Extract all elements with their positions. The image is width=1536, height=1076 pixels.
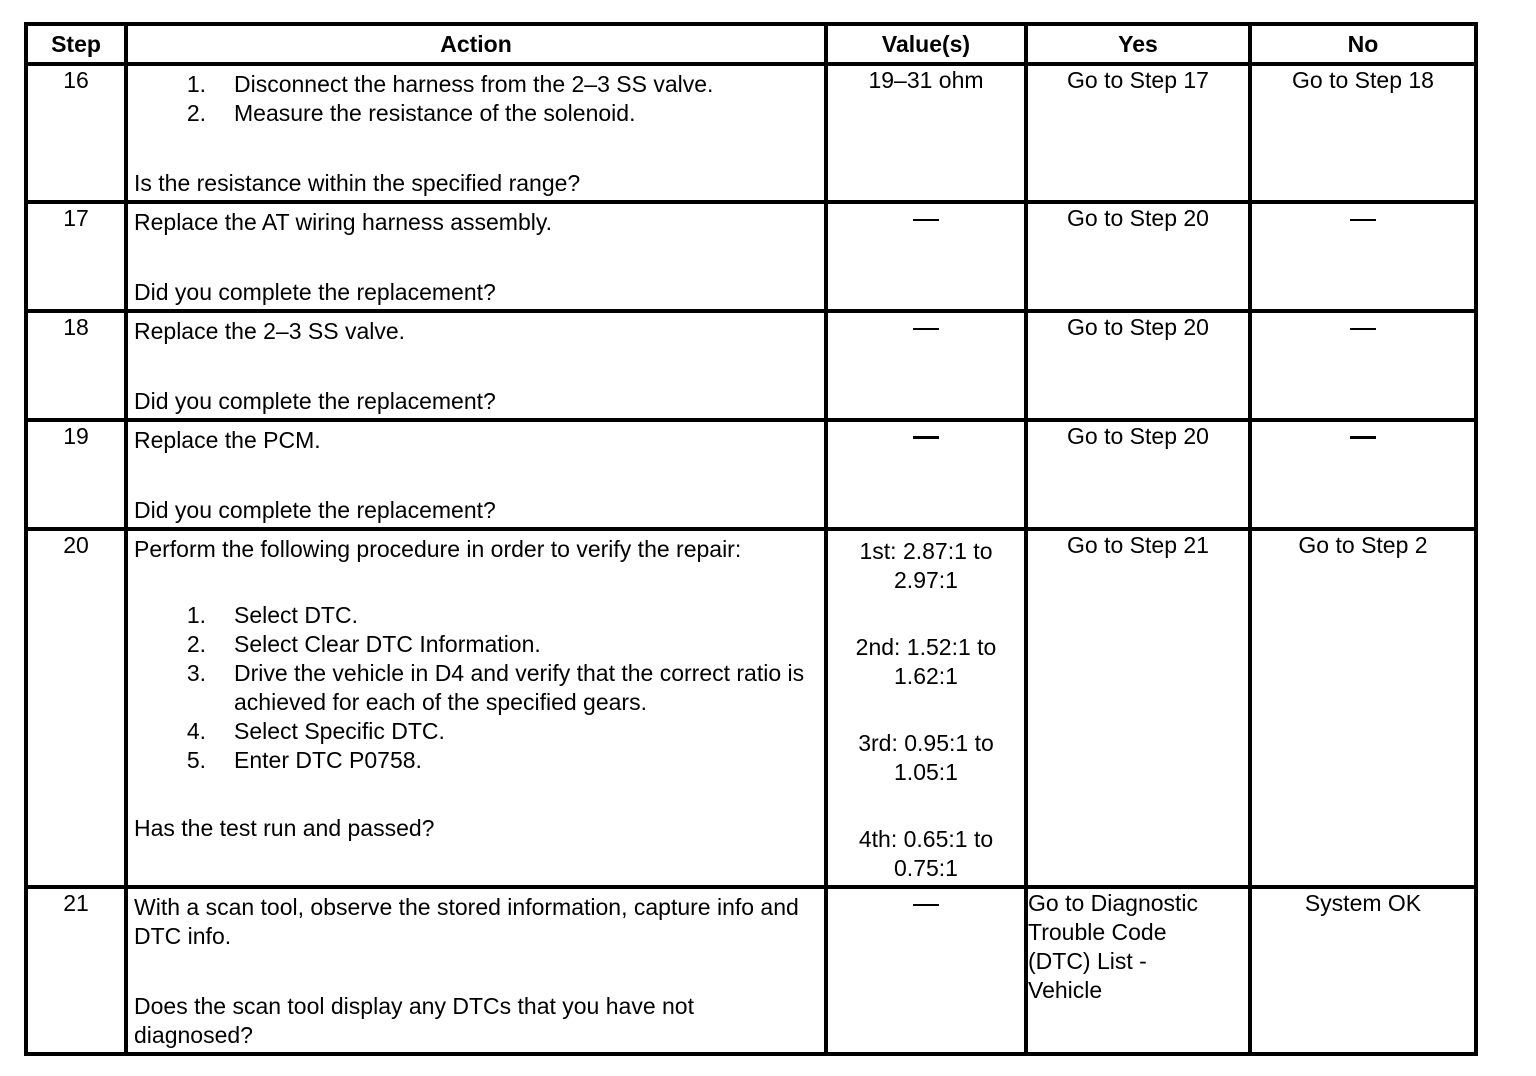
diagnostic-table (24, 22, 1478, 1056)
action-question: Is the resistance within the specified range? (134, 170, 581, 196)
step-number: 21 (26, 887, 126, 1054)
no-cell (1250, 311, 1476, 420)
table-row-step-21 (26, 887, 1476, 1054)
action-cell (126, 529, 826, 887)
value-cell (826, 202, 1026, 311)
substep: 1. Select DTC. (186, 602, 358, 628)
table-row-step-17 (26, 202, 1476, 311)
header-row (26, 24, 1476, 64)
dash-icon (913, 904, 939, 906)
step-number: 16 (26, 64, 126, 202)
yes-cell: Go to Step 20 (1026, 420, 1250, 529)
gear-ratio: 3rd: 0.95:1 to 1.05:1 (858, 730, 994, 785)
action-question: Does the scan tool display any DTCs that you have not diagnosed? (134, 993, 694, 1048)
dash-icon (913, 219, 939, 221)
gear-ratio: 1st: 2.87:1 to 2.97:1 (859, 538, 993, 593)
action-cell (126, 311, 826, 420)
action-intro: Perform the following procedure in order to verify the repair: (134, 536, 742, 562)
action-question: Did you complete the replacement? (134, 497, 496, 523)
no-cell: Go to Step 18 (1250, 64, 1476, 202)
value-cell (826, 887, 1026, 1054)
no-cell (1250, 202, 1476, 311)
action-intro: Replace the PCM. (134, 427, 321, 453)
action-question: Has the test run and passed? (134, 815, 435, 841)
step-number: 18 (26, 311, 126, 420)
yes-cell: Go to Diagnostic Trouble Code (DTC) List - Vehicle (1026, 887, 1250, 1054)
value-cell (826, 529, 1026, 887)
substep: 5. Enter DTC P0758. (186, 747, 422, 773)
header-no: No (1250, 24, 1476, 64)
dash-icon (913, 436, 939, 439)
action-question: Did you complete the replacement? (134, 279, 496, 305)
yes-cell: Go to Step 17 (1026, 64, 1250, 202)
table-row-step-18 (26, 311, 1476, 420)
dash-icon (1350, 219, 1376, 221)
value-cell (826, 311, 1026, 420)
header-values: Value(s) (826, 24, 1026, 64)
substep: 1. Disconnect the harness from the 2–3 SS valve. (186, 71, 714, 97)
no-cell: System OK (1250, 887, 1476, 1054)
action-question: Did you complete the replacement? (134, 388, 496, 414)
yes-cell: Go to Step 20 (1026, 202, 1250, 311)
gear-ratio: 2nd: 1.52:1 to 1.62:1 (855, 634, 997, 689)
action-cell (126, 202, 826, 311)
table-row-step-20 (26, 529, 1476, 887)
value-cell (826, 420, 1026, 529)
header-action: Action (126, 24, 826, 64)
substep: 3. Drive the vehicle in D4 and verify that the correct ratio is achieved for each of the specified gears. (186, 660, 805, 715)
step-number: 17 (26, 202, 126, 311)
no-cell (1250, 420, 1476, 529)
action-intro: Replace the 2–3 SS valve. (134, 318, 406, 344)
header-step: Step (26, 24, 126, 64)
step-number: 20 (26, 529, 126, 887)
substep: 4. Select Specific DTC. (186, 718, 445, 744)
substep: 2. Select Clear DTC Information. (186, 631, 541, 657)
dash-icon (1350, 436, 1376, 439)
substep-list (134, 70, 818, 128)
dash-icon (1350, 328, 1376, 330)
yes-cell: Go to Step 20 (1026, 311, 1250, 420)
substep: 2. Measure the resistance of the solenoid. (186, 100, 636, 126)
substep-list (134, 601, 818, 775)
gear-ratio: 4th: 0.65:1 to 0.75:1 (858, 826, 994, 881)
dash-icon (913, 328, 939, 330)
table-row-step-19 (26, 420, 1476, 529)
no-cell: Go to Step 2 (1250, 529, 1476, 887)
table-row-step-16 (26, 64, 1476, 202)
action-cell (126, 64, 826, 202)
value-cell: 19–31 ohm (826, 64, 1026, 202)
action-intro: Replace the AT wiring harness assembly. (134, 209, 553, 235)
action-intro: With a scan tool, observe the stored information, capture info and DTC info. (134, 894, 799, 949)
action-cell (126, 887, 826, 1054)
yes-cell: Go to Step 21 (1026, 529, 1250, 887)
header-yes: Yes (1026, 24, 1250, 64)
action-cell (126, 420, 826, 529)
step-number: 19 (26, 420, 126, 529)
